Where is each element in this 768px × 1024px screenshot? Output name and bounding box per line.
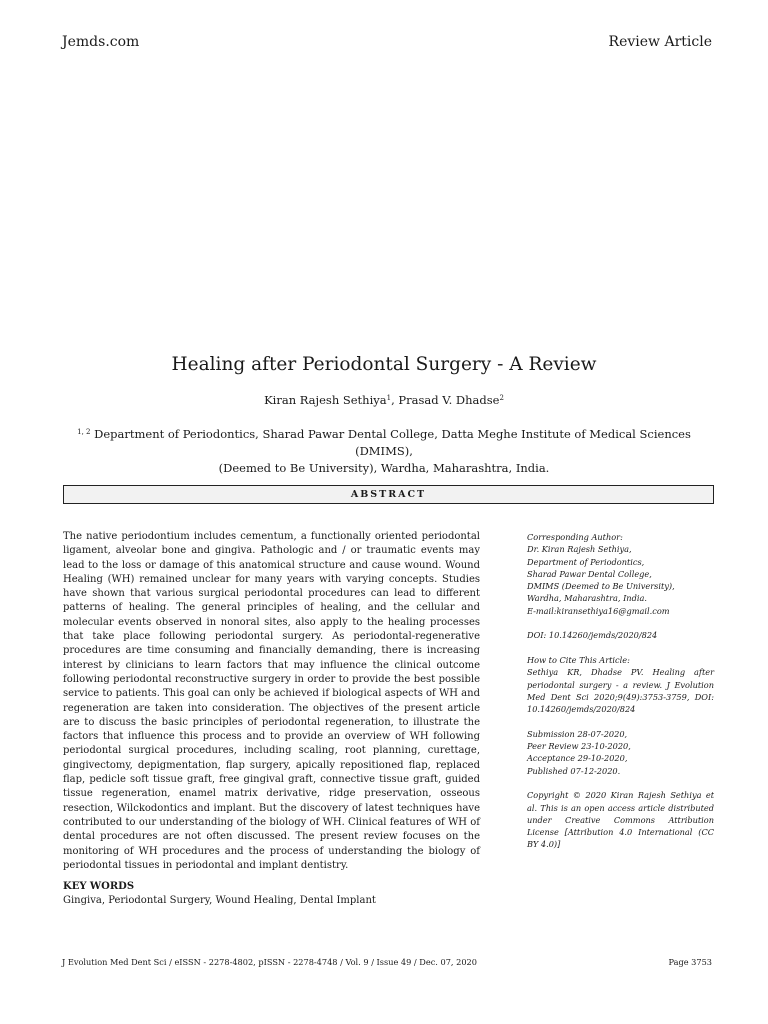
author-line bbox=[0, 393, 768, 407]
corresponding-name: Dr. Kiran Rajesh Sethiya, bbox=[527, 544, 632, 555]
corresponding-location: Wardha, Maharashtra, India. bbox=[527, 593, 647, 604]
abstract-text: The native periodontium includes cementum, a functionally oriented periodontal ligament, alveolar bone and gingiva. Pathologic and / or traumatic events may lead to the loss or damage of this anatomical structure and cause wound. Wound Healing (WH) remained unclear for many years with varying concepts. Studies have shown that various surgical periodontal procedures can lead to different patterns of healing. The general principles of healing, and the cellular and molecular events observed in nonoral sites, also apply to the healing processes that take place following periodontal surgery. As periodontal-regenerative procedures are time consuming and financially demanding, there is increasing interest by clinicians to learn factors that may influence the clinical outcome following periodontal reconstructive surgery in order to provide the best possible service to patients. This goal can only be achieved if biological aspects of WH and regeneration are taken into consideration. The objectives of the present article are to discuss the basic principles of periodontal regeneration, to illustrate the factors that influence this process and to provide an overview of WH following periodontal surgical procedures, including scaling, root planning, curettage, gingivectomy, depigmentation, flap surgery, apically repositioned flap, replaced flap, pedicle soft tissue graft, free gingival graft, connective tissue graft, guided tissue regeneration, enamel matrix derivative, ridge preservation, osseous resection, Wilckodontics and implant. But the discovery of latest techniques have contributed to our understanding of the biology of WH. Clinical features of WH of dental procedures are not often discussed. The present review focuses on the monitoring of WH procedures and the process of understanding the biology of periodontal tissues in periodontal and implant dentistry. bbox=[63, 531, 480, 871]
keywords-heading: KEY WORDS bbox=[63, 881, 135, 892]
dates-block bbox=[527, 728, 714, 777]
date-acceptance: Acceptance 29-10-2020, bbox=[527, 753, 628, 764]
site-name: Jemds.com bbox=[62, 34, 140, 50]
abstract-heading: ABSTRACT bbox=[63, 485, 714, 504]
page-number: Page 3753 bbox=[668, 957, 712, 967]
author-2-name: Prasad V. Dhadse bbox=[398, 393, 500, 407]
article-type: Review Article bbox=[608, 34, 712, 50]
citation-text: Sethiya KR, Dhadse PV. Healing after periodontal surgery - a review. J Evolution Med Dent Sci 2020;9(49):3753-3759, DOI: 10.14260/jemds/2020/824 bbox=[527, 667, 714, 715]
corresponding-author-block bbox=[527, 531, 714, 617]
corresponding-email[interactable]: E-mail:kiransethiya16@gmail.com bbox=[527, 605, 670, 616]
affiliation-sup: 1, 2 bbox=[77, 428, 91, 436]
author-1-name: Kiran Rajesh Sethiya bbox=[264, 393, 387, 407]
copyright-notice: Copyright © 2020 Kiran Rajesh Sethiya et al. This is an open access article distributed under Creative Commons Attribution License [Attribution 4.0 International (CC BY 4.0)] bbox=[527, 790, 714, 850]
article-sidebar bbox=[527, 531, 714, 863]
affiliation bbox=[60, 424, 708, 477]
citation-block bbox=[527, 654, 714, 715]
corresponding-college: Sharad Pawar Dental College, bbox=[527, 568, 652, 579]
affiliation-line-1-text: Department of Periodontics, Sharad Pawar Dental College, Datta Meghe Institute of Medical Sciences (DMIMS), bbox=[90, 427, 691, 458]
date-published: Published 07-12-2020. bbox=[527, 765, 621, 776]
corresponding-dept: Department of Periodontics, bbox=[527, 556, 645, 567]
citation-heading: How to Cite This Article: bbox=[527, 654, 630, 665]
date-peer-review: Peer Review 23-10-2020, bbox=[527, 741, 631, 752]
affiliation-line-2: (Deemed to Be University), Wardha, Maharashtra, India. bbox=[218, 461, 550, 475]
corresponding-university: DMIMS (Deemed to Be University), bbox=[527, 581, 675, 592]
article-title: Healing after Periodontal Surgery - A Review bbox=[171, 354, 597, 375]
affiliation-line-1 bbox=[60, 424, 708, 460]
author-2-sup: 2 bbox=[499, 394, 504, 402]
author-1-sup: 1 bbox=[386, 394, 392, 402]
keywords-text: Gingiva, Periodontal Surgery, Wound Healing, Dental Implant bbox=[63, 895, 376, 906]
corresponding-heading: Corresponding Author: bbox=[527, 532, 623, 542]
journal-footer: J Evolution Med Dent Sci / eISSN - 2278-4802, pISSN - 2278-4748 / Vol. 9 / Issue 49 / Dec. 07, 2020 bbox=[62, 957, 477, 967]
author-separator: , bbox=[391, 393, 399, 407]
keywords-section bbox=[63, 880, 483, 908]
doi[interactable]: DOI: 10.14260/jemds/2020/824 bbox=[527, 630, 658, 641]
date-submission: Submission 28-07-2020, bbox=[527, 728, 628, 739]
